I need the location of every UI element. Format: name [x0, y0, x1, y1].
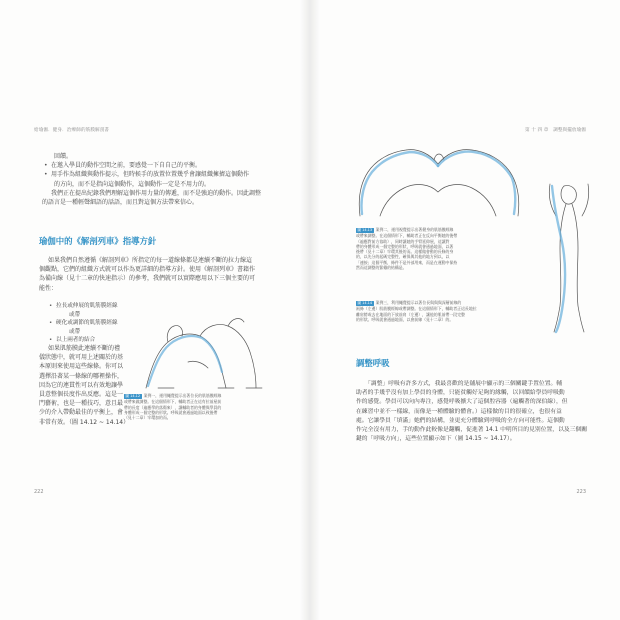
text-line: 作的感覺。學員可以向內專注，感覺呼吸擴大了這個腔容器（遍觸著的深伯線），但 [356, 399, 568, 406]
figure-14-14-illustration [536, 176, 600, 336]
caption-line: 「連接」這個平衡，條件不是外部用來，而是在運動中保持 [356, 259, 458, 265]
bullet-item: 或帶 [69, 328, 81, 335]
bullet-item: • 硬化或調節的肌筋膜經線 [47, 319, 118, 328]
running-head: 給瑜伽．健身．治療師的筋膜解剖書 [34, 128, 110, 133]
section-title: 瑜伽中的《解剖列車》指導方針 [39, 236, 157, 246]
caption-line: 然而這調整的緊繃的結構是。 [356, 265, 407, 271]
body-paragraph [356, 380, 587, 444]
figure-caption [356, 300, 477, 322]
page-number: 223 [576, 489, 586, 495]
text-line: 非常有效。（圖 14.12 ~ 14.14） [39, 418, 130, 426]
caption-line: 或帶來調整。在這個情形下，輔助者正在反向平衡她的後帶 [356, 233, 458, 239]
right-page [310, 0, 620, 620]
figure-tag: 圖 14.13 [357, 228, 373, 232]
text-line: 回饋。 [54, 153, 73, 160]
figure-tag: 圖 14.12 [125, 394, 141, 398]
caption-line: 後帶（見十二章）牢環其後的而。這樣做會動的長條的身 [356, 249, 454, 255]
bullet-list [47, 302, 118, 345]
text-line: 助者的手幾乎沒有加上學員的身體，只能貧觸好足夠的緣觸，以回饋給學員呼吸動 [356, 390, 565, 397]
caption-line: 離肩膀或去在地面的下放前肩（左邊），讓他的肌前帶一段完整 [356, 311, 465, 317]
bullet-item: • 拉長或伸展的肌筋膜經線 [47, 302, 118, 311]
text-line: 門藝術，也是一種技巧，意且最 [39, 400, 124, 408]
body-paragraph [39, 344, 129, 427]
caption-line: 兩條（左邊）肌筋膜經線或帶調整。在這個情形下，輔助者正這長地拉 [356, 306, 477, 312]
text-line: 因為它的連貫性可以有效地讓學 [39, 381, 124, 389]
body-column-top [42, 152, 261, 207]
text-line: 個觀點，它們的組織方式就可以作為更詳細的指導方針。使用《解剖列車》書籍作 [39, 266, 256, 274]
text-line: 儀狀態中，就可用上述關於的基 [39, 354, 124, 362]
caption-line: 身體形成一個完整的形狀。呼吸就會通過地面以致後帶 [124, 409, 218, 415]
caption-line: 案例三，利用繩覺提示以著位長與與與深層前線的 [375, 300, 462, 305]
caption-line: 帶的長度（遍應學的落傷來），讓輔助者的身體與學員的 [124, 404, 222, 410]
section-title: 調整呼吸 [356, 358, 390, 368]
caption-line: 案例二，運用視覺提示出著健身的肌筋膜經線 [375, 227, 454, 232]
figure-caption [356, 227, 457, 270]
text-line: 的語言是一種輕聲細語的話語，而且對這個方法帶來信心。 [42, 199, 199, 207]
text-line: 能性： [39, 284, 58, 292]
figure-tag: 圖 14.14 [357, 301, 373, 305]
caption-line: （遍應對前方協助），同時讓她的手臂延仰展，這讓對 [356, 238, 450, 244]
text-line: 在練習中並不一樣線，而像是一種體驗的體會。）這樣做的目的很確立，也很有益 [356, 408, 562, 415]
page-number: 222 [34, 489, 44, 495]
bullet-item: • 在邀入學員的動作空間之前，要感覺一下自自己的平衡。 [42, 161, 261, 170]
running-head: 第 十 四 章 調整與擺放瑜伽 [524, 128, 586, 133]
text-line: 員意整個長度作出反應。這是一 [39, 391, 124, 399]
text-line: 作完全沒有用力，手的動作此較像是翻觸，促進著 14.1 中明所目的見別位置，以及三個關 [356, 427, 588, 434]
figure-14-12-illustration [128, 312, 278, 392]
text-line: 選擇沿著某一條線的哪裡操作， [39, 372, 124, 380]
caption-line: 或帶來做調整。在這個情形下，輔助者正在這有拉前屋前 [124, 399, 222, 405]
text-line: 的方向，而不是指向這個動作，這個動作一定是不用力的。 [54, 180, 211, 188]
book-gutter [300, 0, 320, 620]
text-line: 處。它讓學員「填滿」她們的結構，並更充分體驗到呼吸的全方向可能性。這個動 [356, 417, 565, 424]
text-line: 我們正在提出紀錄我們理解這個作用力量的傳遞，而不是強迫的動作。因此調整 [51, 189, 262, 197]
text-line: 如果肌筋膜此連續不斷的禮 [48, 345, 121, 352]
bullet-item: • 用手作為組織與動作提示，但時候手的放置位置幾乎會讓組織擁擠這個動作 [42, 170, 261, 179]
figure-14-13-illustration [350, 140, 530, 220]
text-line: 如果我們自然遵循《解剖列車》所指定的每一道線條都是連續不斷的拉力線這 [48, 257, 253, 264]
caption-line: 的形狀。呼吸就會通過地面，以會前線（見十二章）的。 [356, 316, 454, 322]
body-paragraph [39, 256, 255, 293]
caption-line: 帶的身體形成一個完整的形狀，呼吸就會通過地面，以著 [356, 243, 454, 249]
caption-line: （見十二章）牢環加的而。 [124, 415, 171, 421]
caption-line: 案例一，運用繩覺提示出著位長的肌筋膜經線 [143, 393, 222, 398]
text-line: 「調整」呼吸有許多方式，我最喜歡的是舖展中顯示的三個關鍵手置位置。輔 [365, 381, 563, 387]
text-line: 鍵的「呼吸方向」，這些位置顯示如下（圖 14.15 ~ 14.17）。 [356, 436, 516, 443]
figure-caption [124, 393, 221, 420]
caption-line: 的，以先分的起碼完整性，確保與其他的地方到以，以 [356, 254, 450, 260]
text-line: 本原則來使用這些線條。你可以 [39, 363, 124, 371]
text-line: 為備向線（見十二章的快速指示）的參考，我們就可以實際應用以下三個主要的可 [39, 275, 256, 283]
text-line: 少的介入帶動最佳的平衡上，會 [39, 409, 124, 417]
bullet-item: 或帶 [69, 311, 81, 318]
bullet-item: • 以上兩者的結合 [47, 336, 118, 345]
